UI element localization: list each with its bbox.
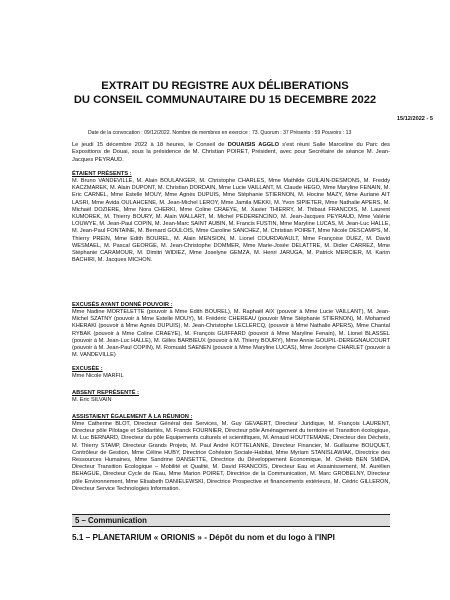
assistaient-list: Mme Catherine BLOT, Directeur Général des Services, M. Guy GEVAERT, Directeur Juridique, M. François LAURENT, Directeur pôle Pilotage et Solidarités, M. Franck FOURNIER, Directeur pôle Aménagement du territoire et Transition écologique, M. Luc BERNARD, Directeur du pôle Equipements culturels et scientifiques, M. Arnaud HOUTTEMANE, Directeur des Déchets, M. Thierry STAMP, Directeur Grands Projets, M. Paul André KOTTELANNE, Directeur Financier, M. Guillaume BOUQUET, Contrôleur de Gestion, Mme Céline HUBY, Directrice Cohésion Sociale-Habitat, Mme Myriam STANISLAWIAK, Directrice des Ressources Humaines, Mme Sandrine DANSETTE, Directrice du Développement Economique, M. Chékib BEN SMIDA, Directeur Transition Ecologique – Mobilité et Qualité, M. David FRANCOIS, Directeur Eau et Assainissement, M. Aurélien BEHAGUE, Directeur Cycle de l'Eau, Mme Marion POIRET, Directrice de la Communication, M. Marc GROBELNY, Directeur pôle Environnement, Mme Elisabeth DANIELEWSKI, Directrice Prospective et financements extérieurs, M. Cédric GILLERON, Directeur Service Technologies Information. xyxy=(72,421,390,492)
intro-part2: s'est réuni Salle Marceline du Parc des Expositions de Douai, sous la présidence de M. Christian POIRET, Président, avec pour Secrétaire de séance M. Jean-Jacques PEYRAUD. xyxy=(72,142,391,163)
presents-label: ÉTAIENT PRÉSENTS : xyxy=(72,171,132,177)
section-heading-bar xyxy=(72,514,390,527)
subsection-heading: 5.1 – PLANETARIUM « ORIONIS » - Dépôt du nom et du logo à l'INPI xyxy=(72,533,335,542)
deliberation-reference: 15/12/2022 - 5 xyxy=(396,116,433,122)
intro-part1: Le jeudi 15 décembre 2022 à 18 heures, le Conseil de xyxy=(72,142,228,148)
convocation-meta: Date de la convocation : 09/12/2022. Nombre de membres en exercice : 73. Quorum : 37 Présents : 59 Pouvoirs : 13 xyxy=(88,130,352,136)
intro-org: DOUAISIS AGGLO xyxy=(227,142,280,148)
section-heading: 5 – Communication xyxy=(75,516,147,525)
excuses-list: Mme Nadine MORTELETTE (pouvoir à Mme Edith BOUREL), M. Raphaël AIX (pouvoir à Mme Lucie VAILLANT), M. Jean-Michel SZATNY (pouvoir à Mme Estelle MOUY), M. Frédéric CHEREAU (pouvoir Mme Stéphanie STIERNON), M. Mohamed KHERAKI (pouvoir à Mme Agnès DUPUIS), M. Jean-Christophe LECLERCQ, (pouvoir à Mme Nathalie APERS), Mme Chantal RYBAK (pouvoir à Mme Coline CRAEYE), M. François GUIFFARD (pouvoir à Mme Maryline Fenain), M. Lionel BLASSEL (pouvoir à M. Jean-Luc HALLE), M. Gilles BARBIEUX (pouvoir à M. Thierry BOURY), Mme Annie GOUPIL-DEREGNAUCOURT (pouvoir à M. Jean-Paul COPIN), M. Romuald SAENEN (pouvoir à Mme Maryline LUCAS), Mme Jocelyne CHARLET (pouvoir à M. VANDEVILLE) xyxy=(72,309,390,359)
assistaient-label: ASSISTAIENT ÉGALEMENT À LA RÉUNION : xyxy=(72,414,193,420)
absent-name: M. Eric SILVAIN xyxy=(72,397,112,403)
document-title-line1: EXTRAIT DU REGISTRE AUX DÉLIBERATIONS xyxy=(101,80,349,92)
document-title-line2: DU CONSEIL COMMUNAUTAIRE DU 15 DECEMBRE 2022 xyxy=(73,94,377,106)
excuses-label: EXCUSÉS AYANT DONNÉ POUVOIR : xyxy=(72,302,173,308)
absent-label: ABSENT REPRÉSENTÉ : xyxy=(72,390,139,396)
intro-paragraph xyxy=(72,142,390,164)
excusee-name: Mme Nicole MARFIL xyxy=(72,373,124,379)
presents-list: M. Bruno VANDEVILLE, M. Alain BOULANGER, M. Christophe CHARLES, Mme Mathilde GUILAIN-DESMONS, M. Freddy KACZMAREK, M. Alain DUPONT, M. Christian DORDAIN, Mme Lucie VAILLANT, M. Claude HEGO, Mme Maryline FENAIN, M. Eric CARNEL, Mme Estelle MOUY, Mme Agnès DUPUIS, Mme Stéphanie STIERNON, M. Hocine MAZY, Mme Auriane AIT LASRI, Mme Avida OULAHCENE, M. Jean-Michel LEROY, Mme Jamila MEKKI, M. Yvon SIPIETER, Mme Nathalie APERS, M. Michaël DOZIERE, Mme Nora CHERKI, Mme Coline CRAEYE, M. Xavier THIERRY, M. Thibaut FRANCOIS, M. Laurent KUMOREK, M. Thierry BOURY, M. Alain WALLART, M. Michel PEDERENCINO, M. Jean-Jacques PEYRAUD, Mme Valérie LOUWYE, M. Jean-Paul COPIN, M. Jean-Marc SAINT AUBIN, M. Francis FUSTIN, Mme Maryline LUCAS, M. Jean-Luc HALLE, M. Jean-Paul FONTAINE, M. Bernard GOULOIS, Mme Caroline SANCHEZ, M. Christian POIRET, Mme Nicole DESCAMPS, M. Thierry PREIN, Mme Edith BOUREL, M. Alain MENSION, M. Lionel COURDAVAULT, Mme Françoise DUEZ, M. David WESMAEL, M. Pascal GEORGE, M. Jean-Christophe DOMMER, Mme Marie-Josée DELATTRE, M. Didier CARREZ, Mme Stéphanie CARAMOUR, M. Dimitri WIDIEZ, Mme Joselyne GEMZA, M. Henri JARUGA, M. Patrick MERCIER, M. Karim BACHIRI, M. Jacques MICHON. xyxy=(72,178,390,264)
excusee-label: EXCUSÉE : xyxy=(72,366,103,372)
